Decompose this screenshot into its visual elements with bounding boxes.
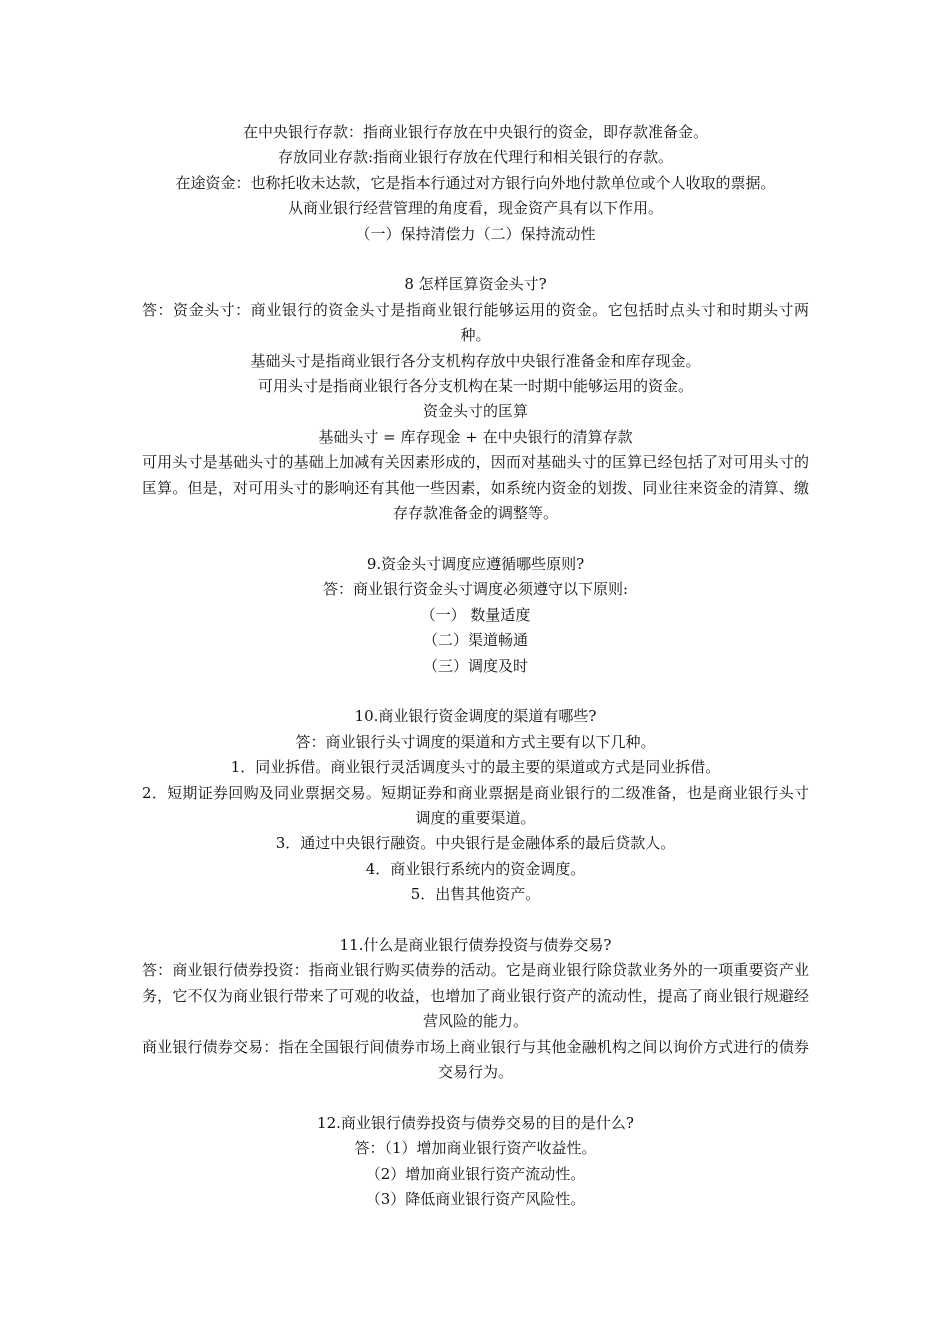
question-title: 9.资金头寸调度应遵循哪些原则? xyxy=(366,554,585,573)
formula-line: 基础头寸 = 库存现金 + 在中央银行的清算存款 xyxy=(318,427,633,446)
document-page xyxy=(142,120,809,1212)
list-item: （一） 数量适度 xyxy=(420,605,531,624)
text-line: 从商业银行经营管理的角度看，现金资产具有以下作用。 xyxy=(287,199,663,218)
text-line: 存放同业存款:指商业银行存放在代理行和相关银行的存款。 xyxy=(277,148,674,167)
list-item: （3）降低商业银行资产风险性。 xyxy=(365,1189,586,1208)
trade-paragraph: 商业银行债券交易：指在全国银行间债券市场上商业银行与其他金融机构之间以询价方式进行的债券交易行为。 xyxy=(142,1037,809,1081)
question-title: 12.商业银行债券投资与债券交易的目的是什么? xyxy=(317,1113,634,1132)
list-item: 1．同业拆借。商业银行灵活调度头寸的最主要的渠道或方式是同业拆借。 xyxy=(230,758,721,777)
list-item: （2）增加商业银行资产流动性。 xyxy=(365,1164,586,1183)
text-line: 在中央银行存款：指商业银行存放在中央银行的资金，即存款准备金。 xyxy=(242,123,708,141)
text-line: 可用头寸是指商业银行各分支机构在某一时期中能够运用的资金。 xyxy=(257,377,693,396)
text-line: 资金头寸的匡算 xyxy=(422,402,528,421)
answer-line: 答：商业银行资金头寸调度必须遵守以下原则: xyxy=(322,580,629,599)
question-title: 10.商业银行资金调度的渠道有哪些? xyxy=(354,707,597,726)
answer-line: 答：商业银行头寸调度的渠道和方式主要有以下几种。 xyxy=(295,732,656,751)
spacer xyxy=(142,908,809,933)
spacer xyxy=(142,679,809,704)
text-line: 在途资金：也称托收未达款，它是指本行通过对方银行向外地付款单位或个人收取的票据。 xyxy=(175,173,776,192)
spacer xyxy=(142,247,809,272)
list-item: 4．商业银行系统内的资金调度。 xyxy=(365,859,586,878)
detail-paragraph: 可用头寸是基础头寸的基础上加减有关因素形成的，因而对基础头寸的匡算已经包括了对可用头寸的匡算。但是，对可用头寸的影响还有其他一些因素，如系统内资金的划拨、同业往来资金的清算、缴存存款准备金的调整等。 xyxy=(142,453,809,523)
spacer xyxy=(142,1085,809,1110)
list-item: 5．出售其他资产。 xyxy=(410,885,541,904)
question-title: 8 怎样匡算资金头寸? xyxy=(404,275,547,294)
list-item: 答：（1）增加商业银行资产收益性。 xyxy=(354,1139,597,1158)
list-item: 3．通过中央银行融资。中央银行是金融体系的最后贷款人。 xyxy=(275,834,676,853)
text-line: （一）保持清偿力（二）保持流动性 xyxy=(355,224,596,243)
answer-paragraph: 答：资金头寸：商业银行的资金头寸是指商业银行能够运用的资金。它包括时点头寸和时期头寸两种。 xyxy=(142,300,809,345)
question-title: 11.什么是商业银行债券投资与债券交易? xyxy=(339,935,612,954)
text-line: 基础头寸是指商业银行各分支机构存放中央银行准备金和库存现金。 xyxy=(250,351,701,370)
list-item: （三）调度及时 xyxy=(422,656,528,675)
list-item: （二）渠道畅通 xyxy=(422,631,528,650)
list-item: 2．短期证券回购及同业票据交易。短期证券和商业票据是商业银行的二级准备，也是商业银行头寸调度的重要渠道。 xyxy=(142,783,809,827)
answer-paragraph: 答：商业银行债券投资：指商业银行购买债券的活动。它是商业银行除贷款业务外的一项重要资产业务，它不仅为商业银行带来了可观的收益，也增加了商业银行资产的流动性，提高了商业银行规避经营风险的能力。 xyxy=(142,961,809,1031)
spacer xyxy=(142,526,809,551)
